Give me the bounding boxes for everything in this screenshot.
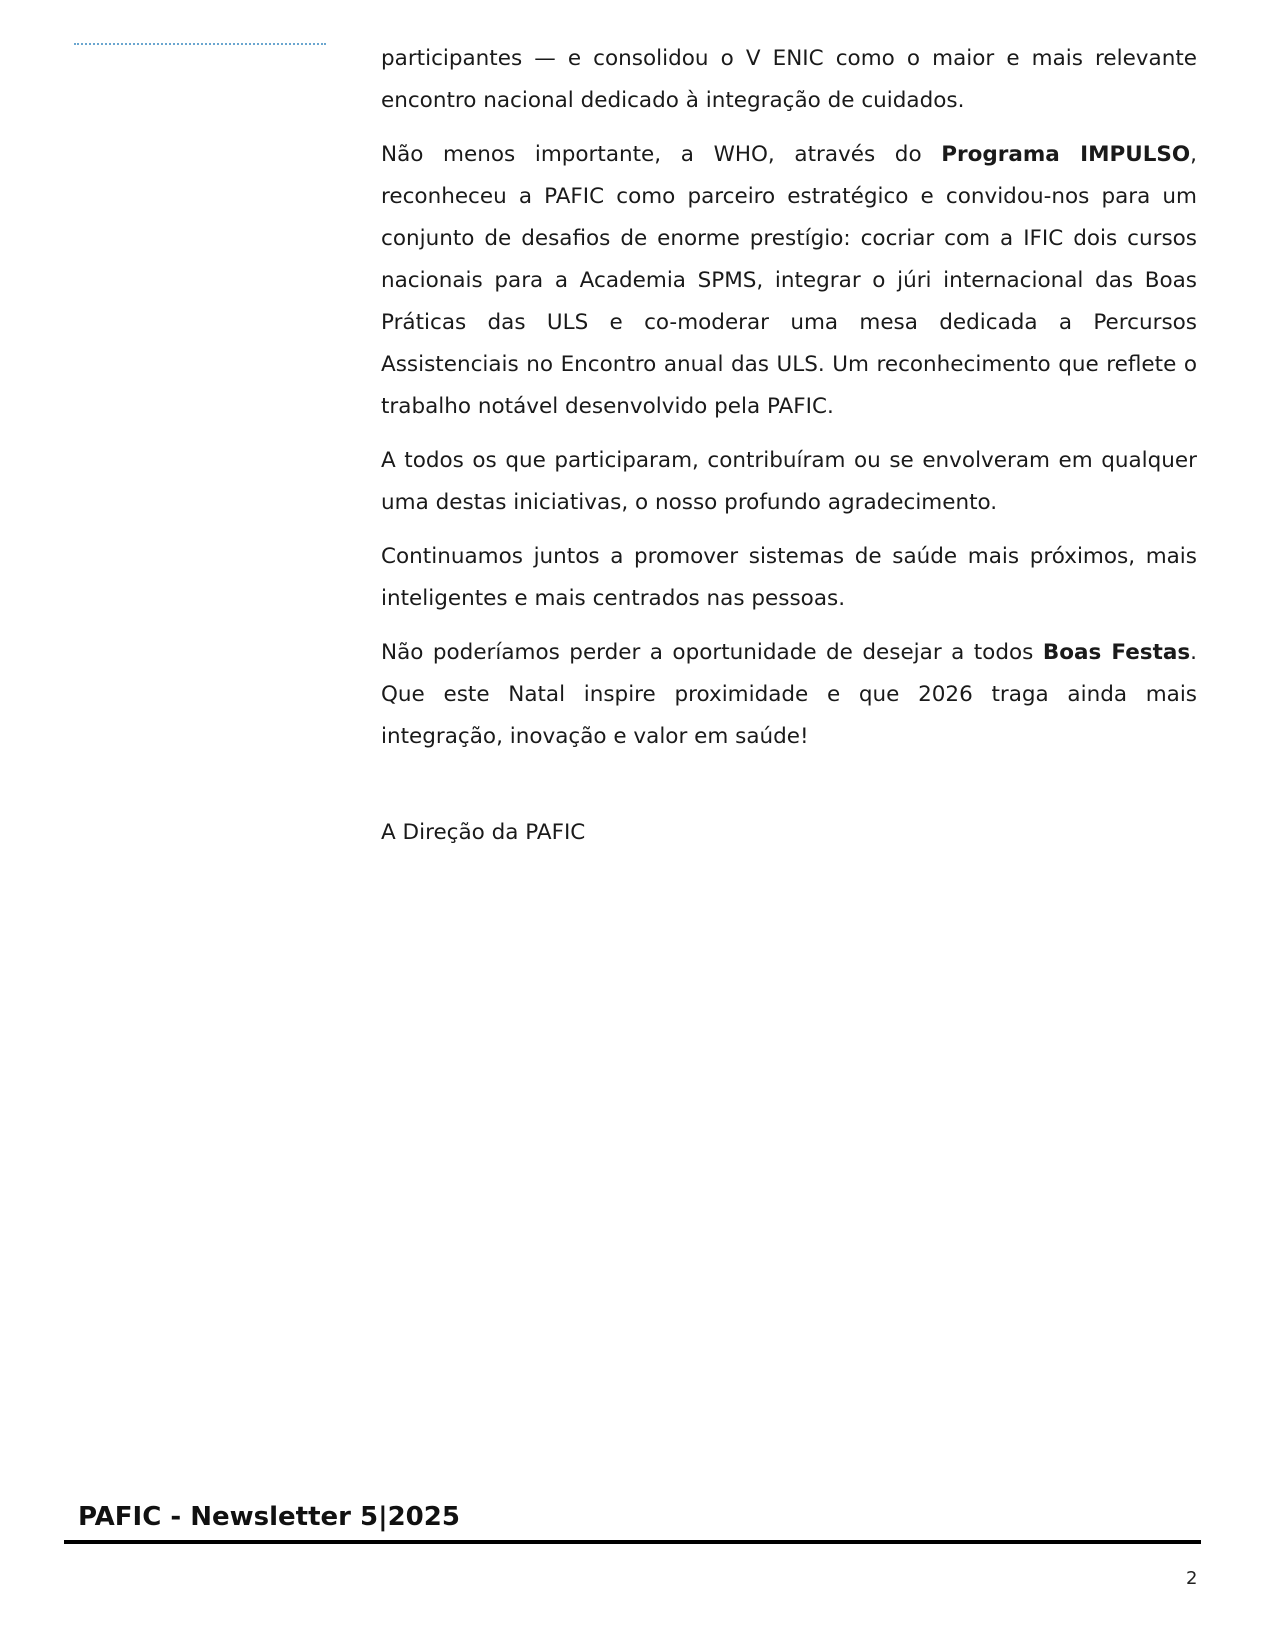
footer-newsletter-title: PAFIC - Newsletter 5|2025 (78, 1502, 460, 1532)
paragraph-closing-enic: participantes — e consolidou o V ENIC como o maior e mais relevante encontro nacional dedicado à integração de cuidados. (381, 46, 1197, 113)
paragraph-holidays (381, 632, 1197, 758)
paragraph-who-text-after: , reconheceu a PAFIC como parceiro estratégico e convidou-nos para um conjunto de desafios de enorme prestígio: cocriar com a IFIC dois cursos nacionais para a Academia SPMS, integrar o júri internacional das Boas Práticas das ULS e co-moderar uma mesa dedicada a Percursos Assistenciais no Encontro anual das ULS. Um reconhecimento que reflete o trabalho notável desenvolvido pela PAFIC. (381, 142, 1197, 419)
paragraph-holidays-text-before: Não poderíamos perder a oportunidade de desejar a todos (381, 640, 1043, 665)
paragraph-who-text-before: Não menos importante, a WHO, através do (381, 142, 942, 167)
header-dotted-rule (74, 43, 326, 45)
letter-body (381, 38, 1197, 866)
paragraph-who-impulso (381, 134, 1197, 428)
paragraph-thanks: A todos os que participaram, contribuíram ou se envolveram em qualquer uma destas iniciativas, o nosso profundo agradecimento. (381, 448, 1197, 515)
paragraph-continue: Continuamos juntos a promover sistemas de saúde mais próximos, mais inteligentes e mais centrados nas pessoas. (381, 544, 1197, 611)
page-number: 2 (1186, 1568, 1198, 1589)
paragraph-holidays-text-after: . Que este Natal inspire proximidade e que 2026 traga ainda mais integração, inovação e valor em saúde! (381, 640, 1198, 749)
boas-festas-bold: Boas Festas (1042, 640, 1191, 665)
signature: A Direção da PAFIC (381, 820, 586, 845)
programa-impulso-bold: Programa IMPULSO (941, 142, 1191, 167)
footer-rule (64, 1540, 1201, 1544)
